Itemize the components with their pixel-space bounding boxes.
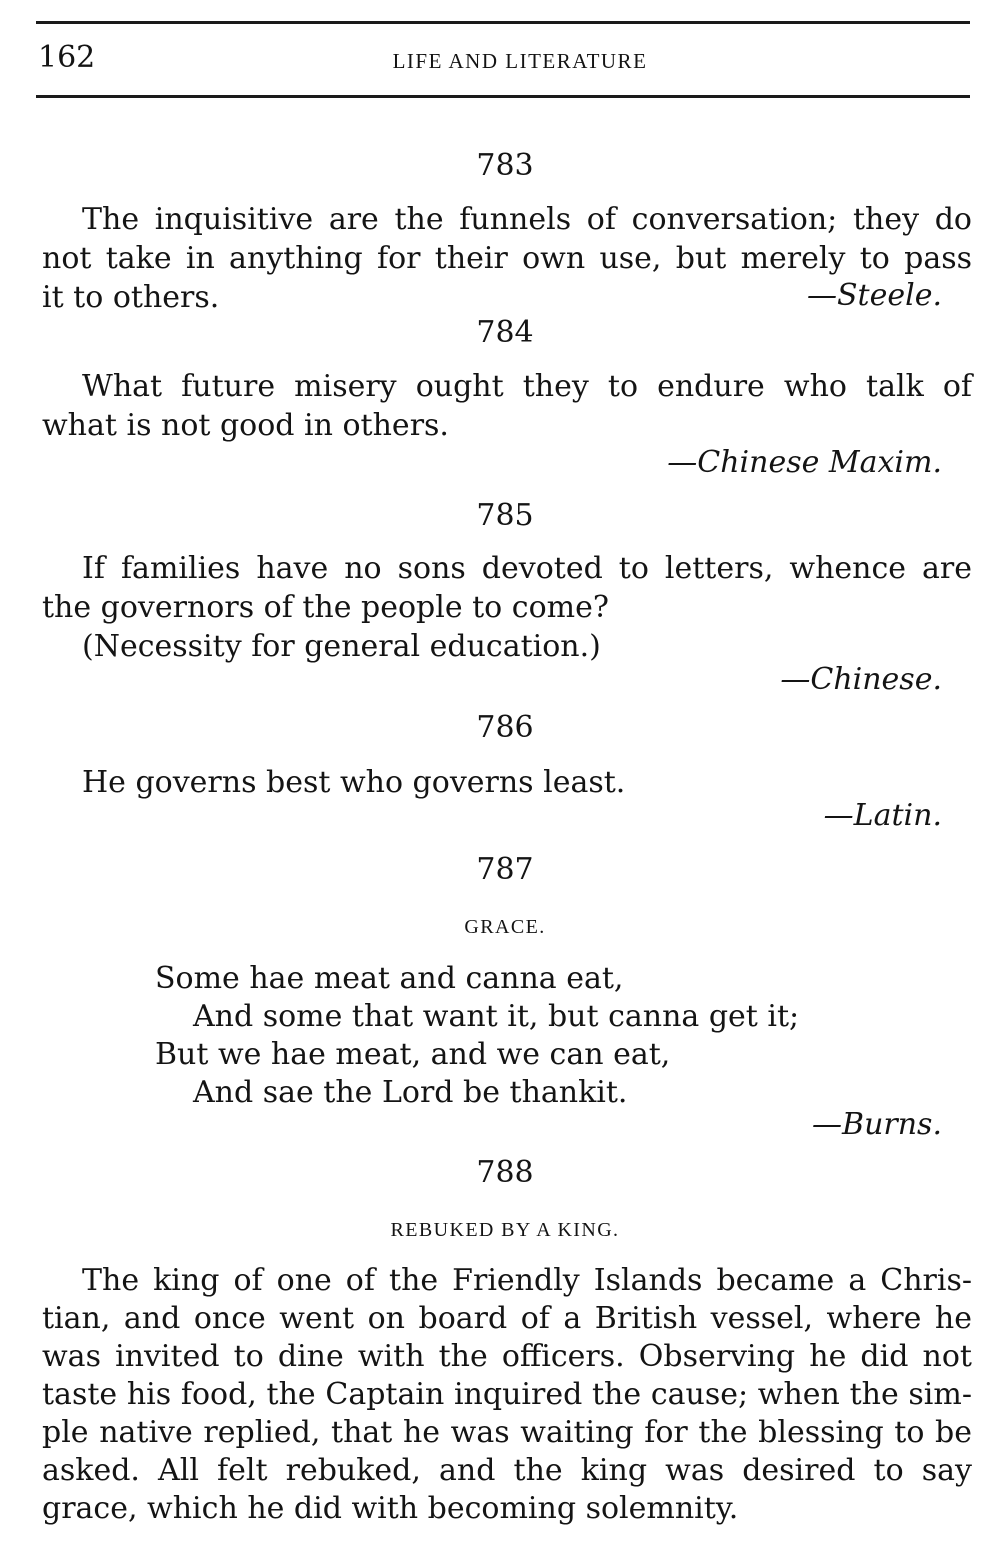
text-line: tian, and once went on board of a British vessel, where he — [42, 1301, 972, 1336]
text-line: grace, which he did with becoming solemnity. — [42, 1491, 739, 1526]
text-line: He governs best who governs least. — [82, 765, 626, 800]
text-line: the governors of the people to come? — [42, 590, 609, 625]
text-line: asked. All felt rebuked, and the king was desired to say — [42, 1453, 972, 1488]
entry-number: 788 — [476, 1155, 534, 1190]
attribution: —Burns. — [812, 1107, 942, 1142]
entry-text — [42, 549, 972, 666]
verse-line: But we hae meat, and we can eat, — [155, 1037, 671, 1072]
section-caption: GRACE. — [464, 916, 546, 938]
header-top-rule — [36, 21, 970, 24]
verse-line: And sae the Lord be thankit. — [193, 1075, 628, 1110]
attribution: —Chinese Maxim. — [667, 445, 942, 480]
text-line: The king of one of the Friendly Islands became a Chris- — [82, 1263, 972, 1298]
entry-number: 786 — [476, 710, 534, 745]
verse-line: And some that want it, but canna get it; — [193, 999, 800, 1034]
text-line: The inquisitive are the funnels of conversation; they do — [82, 202, 972, 237]
entry-number: 787 — [476, 852, 534, 887]
entry-text — [42, 763, 972, 802]
entry-text — [42, 1262, 972, 1528]
verse-line: Some hae meat and canna eat, — [155, 961, 624, 996]
text-line: what is not good in others. — [42, 408, 449, 443]
text-line: (Necessity for general education.) — [82, 629, 601, 664]
attribution: —Latin. — [823, 798, 942, 833]
text-line: If families have no sons devoted to letters, whence are — [82, 551, 972, 586]
text-line: ple native replied, that he was waiting for the blessing to be — [42, 1415, 972, 1450]
entry-text — [42, 367, 972, 445]
entry-number: 785 — [476, 498, 534, 533]
text-line: not take in anything for their own use, but merely to pass — [42, 241, 972, 276]
page-number: 162 — [38, 40, 96, 75]
attribution: —Chinese. — [780, 662, 942, 697]
entry-number: 784 — [476, 315, 534, 350]
text-line: it to others. — [42, 280, 220, 315]
attribution: —Steele. — [807, 278, 942, 313]
entry-number: 783 — [476, 148, 534, 183]
text-line: taste his food, the Captain inquired the cause; when the sim- — [42, 1377, 972, 1412]
text-line: What future misery ought they to endure who talk of — [82, 369, 972, 404]
verse-stanza — [155, 960, 799, 1112]
section-caption: REBUKED BY A KING. — [390, 1219, 620, 1241]
text-line: was invited to dine with the officers. Observing he did not — [42, 1339, 972, 1374]
running-head: LIFE AND LITERATURE — [392, 49, 648, 73]
header-bottom-rule — [36, 95, 970, 98]
